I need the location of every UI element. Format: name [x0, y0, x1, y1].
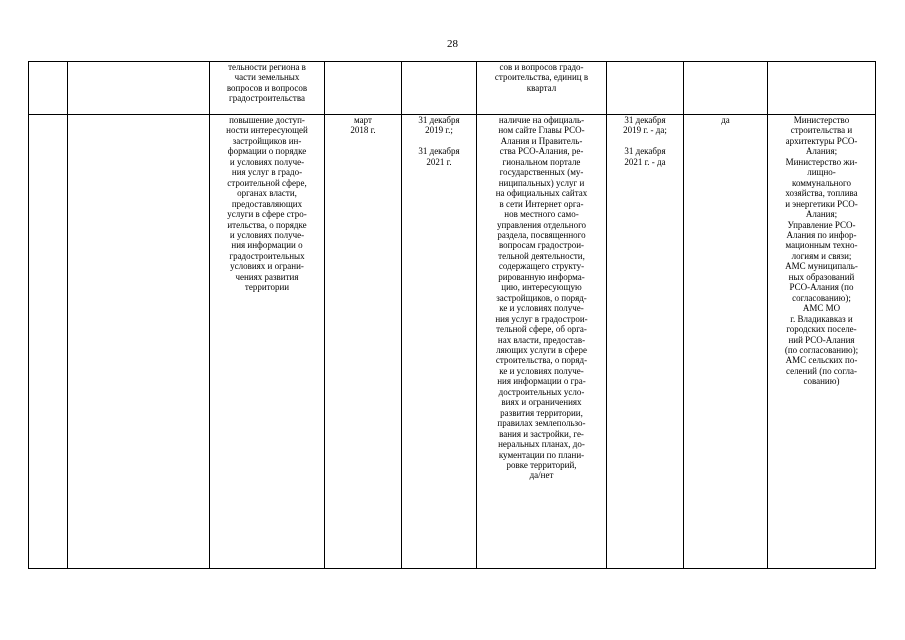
measures-table	[28, 61, 876, 569]
cell-indicator-text: наличие на официаль- ном сайте Главы РСО- Алания и Правитель- ства РСО-Алания, ре- гиональном портале государственных (му- ниципальных) услуг и на официальных сайтах в сети Интернет орга- нов местного само- управления отдельного раздела, посвященного вопросам градострои- тельной деятельности, содержащего структу- рированную информа- цию, интересующую застройщиков, о поряд- ке и условиях получе- ния услуг в градострои- тельной сфере, об орга- нах власти, предостав- ляющих услуги в сфере строительства, о поряд- ке и условиях получе- ния информации о гра- достроительных усло- виях и ограничениях развития территории, правилах землепользо- вания и застройки, ге- неральных планах, до- кументации по плани- ровке территорий, да/нет	[495, 115, 588, 481]
cell-num	[29, 62, 68, 115]
cell-end	[402, 115, 477, 569]
cell-name	[68, 115, 210, 569]
cell-responsible-text: Министерство строительства и архитектуры РСО- Алания; Министерство жи- лищно- коммунального хозяйства, топлива и энергетики РСО- Алания; Управление РСО- Алания по инфор- мационным техно- логиям и связи; АМС муниципаль- ных образований РСО-Алания (по согласованию); АМС МО г. Владикавказ и городских поселе- ний РСО-Алания (по согласованию); АМС сельских по- селений (по согла- сованию)	[784, 115, 859, 387]
cell-goal	[210, 115, 325, 569]
cell-start-text: март 2018 г.	[350, 115, 376, 136]
cell-end-text: 31 декабря 2019 г.; 31 декабря 2021 г.	[418, 115, 460, 167]
cell-start	[325, 62, 402, 115]
cell-name	[68, 62, 210, 115]
cell-indicator	[477, 115, 607, 569]
cell-indicator-text: сов и вопросов градо- строительства, единиц в квартал	[494, 62, 589, 93]
cell-target	[607, 62, 684, 115]
cell-responsible	[768, 115, 876, 569]
cell-end	[402, 62, 477, 115]
table-row-continuation	[29, 62, 876, 115]
table-row-main	[29, 115, 876, 569]
cell-status	[684, 62, 768, 115]
cell-num	[29, 115, 68, 569]
cell-start	[325, 115, 402, 569]
page-number: 28	[447, 38, 458, 50]
cell-indicator	[477, 62, 607, 115]
cell-responsible	[768, 62, 876, 115]
cell-goal-text: тельности региона в части земельных вопросов и вопросов градостроительства	[226, 62, 308, 104]
cell-status	[684, 115, 768, 569]
cell-target-text: 31 декабря 2019 г. - да; 31 декабря 2021 г. - да	[623, 115, 667, 167]
cell-goal-text: повышение доступ- ности интересующей застройщиков ин- формации о порядке и условиях получе- ния услуг в градо- строительной сфере, органах власти, предоставляющих услуги в сфере стро- ительства, о порядке и условиях получе- ния информации о градостроительных условиях и ограни- чениях развития территории	[226, 115, 308, 293]
cell-target	[607, 115, 684, 569]
cell-goal	[210, 62, 325, 115]
cell-status-text: да	[721, 115, 730, 125]
